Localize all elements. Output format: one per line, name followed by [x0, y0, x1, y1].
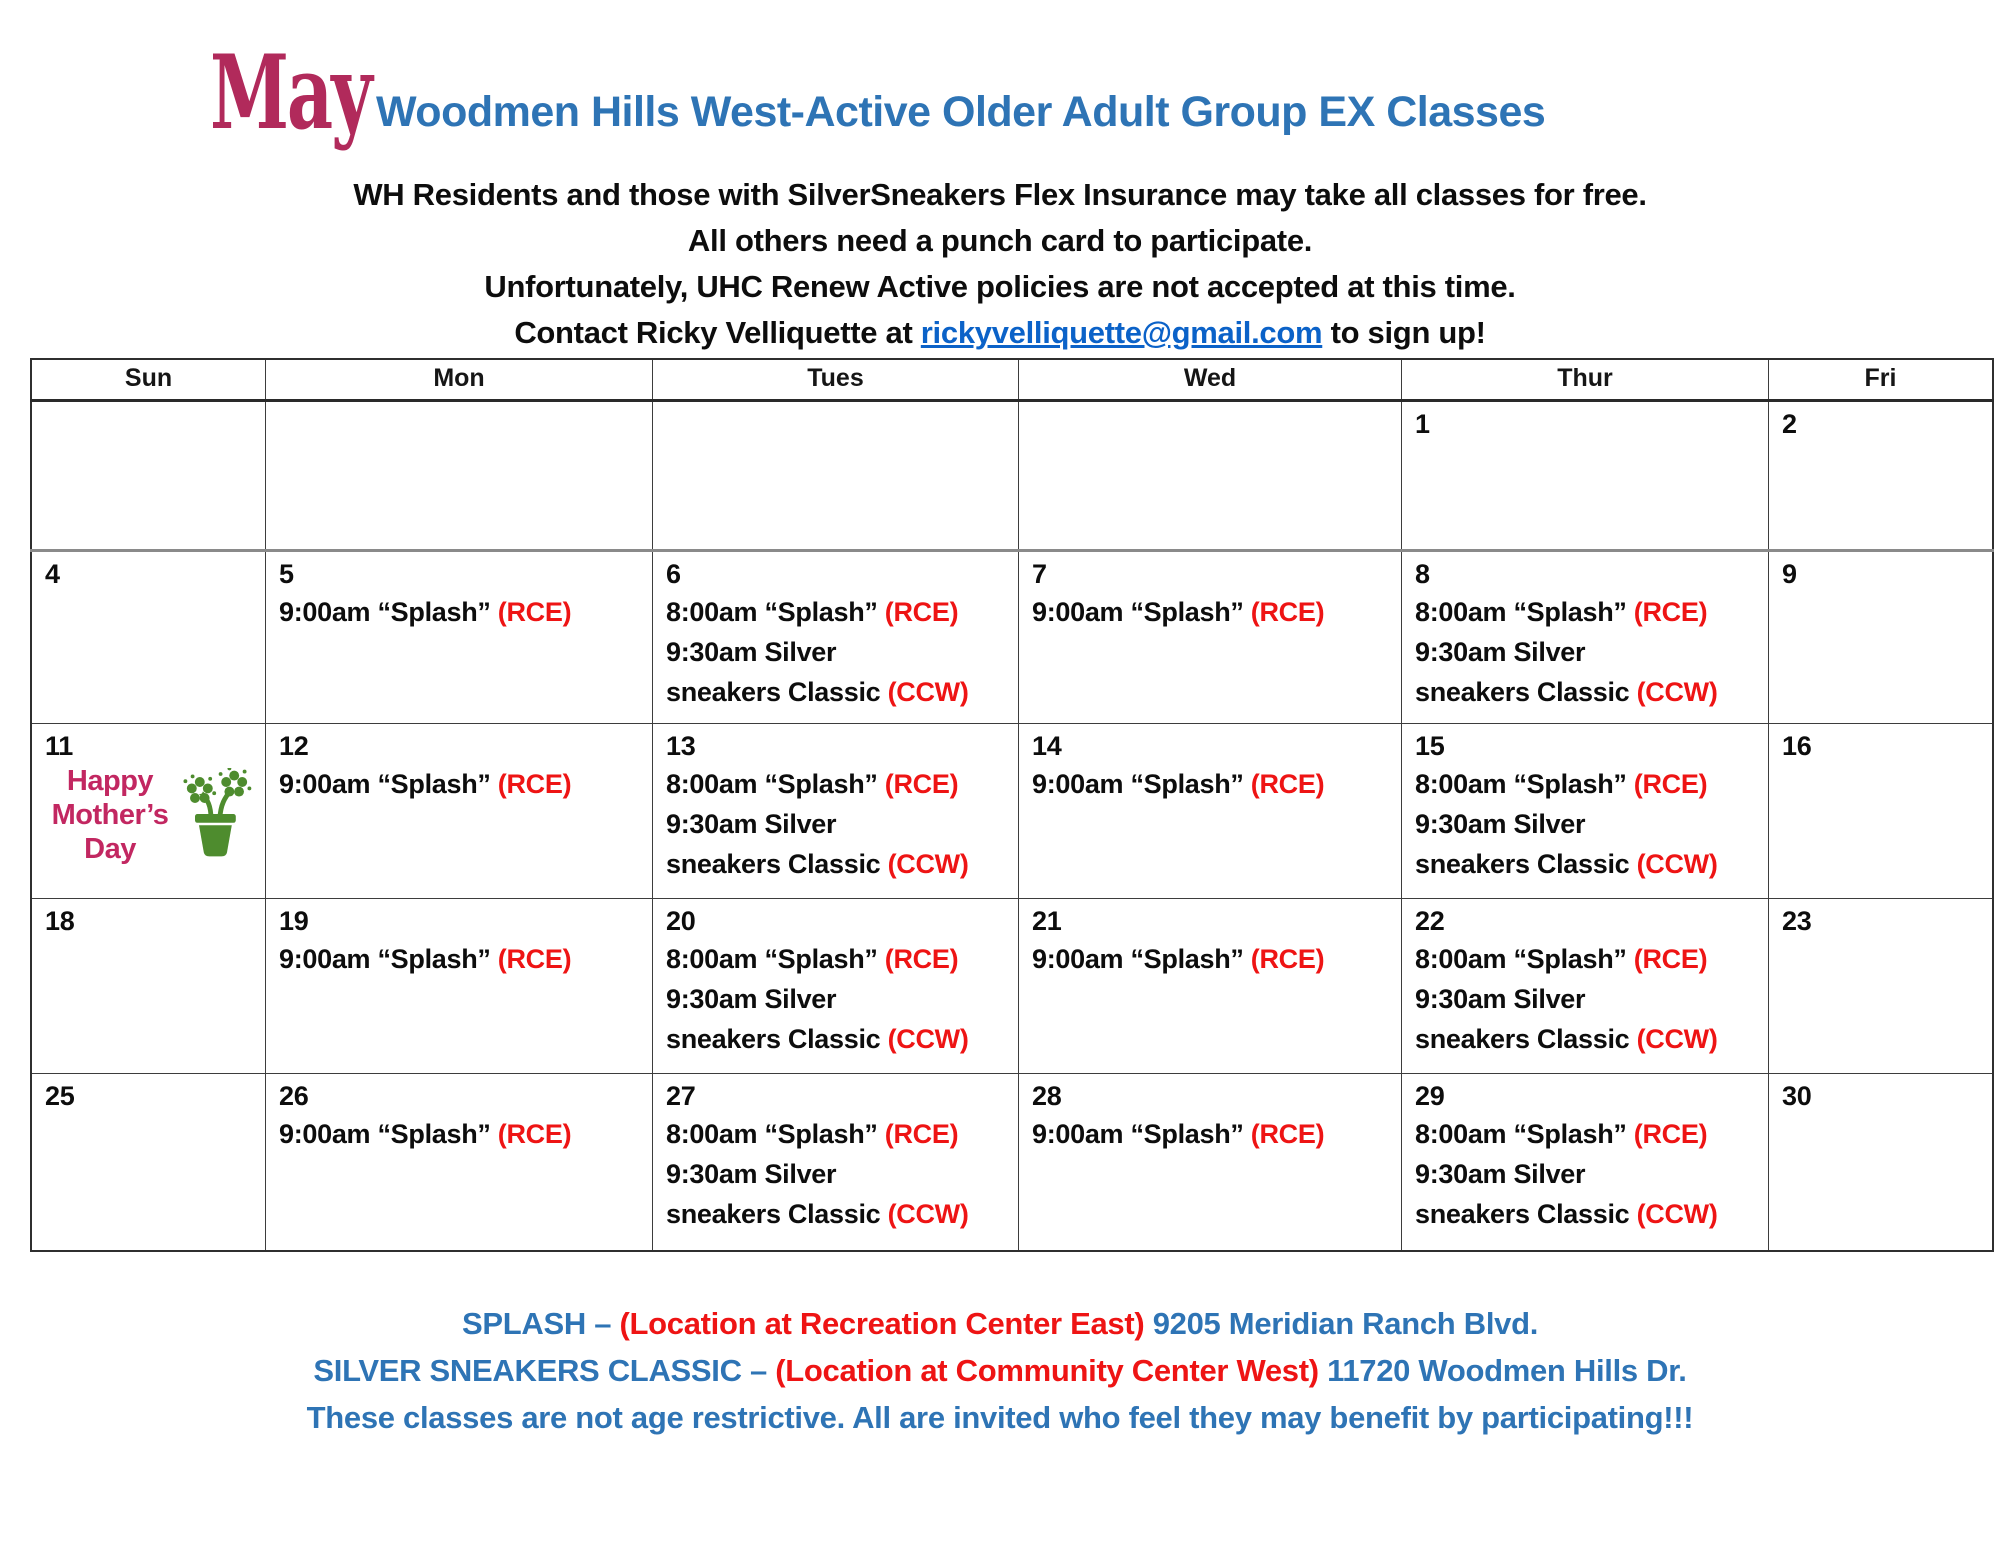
- event-location-code: (RCE): [1633, 597, 1708, 627]
- day-cell-21: [1019, 899, 1402, 1074]
- event-line: [1032, 592, 1391, 632]
- day-header-wed: Wed: [1019, 359, 1402, 401]
- event-line: [666, 632, 1008, 672]
- event-location-code: (CCW): [887, 677, 969, 707]
- event-line: [666, 1154, 1008, 1194]
- event-text: 9:00am “Splash”: [279, 944, 498, 974]
- day-number: 14: [1032, 731, 1062, 761]
- event-line: [666, 672, 1008, 712]
- day-number: 27: [666, 1081, 696, 1111]
- event-text: 8:00am “Splash”: [666, 1119, 885, 1149]
- day-cell-6: [653, 551, 1019, 724]
- event-line: [1415, 939, 1758, 979]
- day-number: 9: [1782, 559, 1797, 589]
- day-number: 11: [45, 731, 73, 761]
- day-cell-11: [31, 724, 266, 899]
- day-cell-26: [266, 1074, 653, 1251]
- day-cell-1: [1402, 401, 1769, 551]
- day-cell-12: [266, 724, 653, 899]
- event-line: [1415, 1114, 1758, 1154]
- calendar-body: [31, 401, 1993, 1251]
- event-text: sneakers Classic: [666, 849, 888, 879]
- flower-pot-icon: [175, 768, 255, 860]
- day-number: 29: [1415, 1081, 1445, 1111]
- day-number: 28: [1032, 1081, 1062, 1111]
- day-cell-28: [1019, 1074, 1402, 1251]
- event-line: [666, 1194, 1008, 1234]
- mothers-day-line-3: Day: [84, 833, 136, 865]
- event-text: 8:00am “Splash”: [1415, 769, 1634, 799]
- event-location-code: (RCE): [1633, 1119, 1708, 1149]
- footer-segment: 9205 Meridian Ranch Blvd.: [1144, 1306, 1539, 1341]
- event-line: [666, 592, 1008, 632]
- day-number: 5: [279, 559, 294, 589]
- event-location-code: (CCW): [887, 1199, 969, 1229]
- footer-line: [0, 1394, 2000, 1441]
- event-text: sneakers Classic: [1415, 1024, 1637, 1054]
- day-number: 4: [45, 559, 60, 589]
- day-number: 19: [279, 906, 309, 936]
- contact-line: [0, 310, 2000, 356]
- event-location-code: (RCE): [1250, 597, 1325, 627]
- day-cell-27: [653, 1074, 1019, 1251]
- event-text: sneakers Classic: [1415, 1199, 1637, 1229]
- event-line: [1415, 1154, 1758, 1194]
- day-cell-20: [653, 899, 1019, 1074]
- event-location-code: (RCE): [884, 769, 959, 799]
- event-line: [1032, 1114, 1391, 1154]
- event-text: 9:30am Silver: [666, 637, 837, 667]
- day-cell-5: [266, 551, 653, 724]
- event-location-code: (RCE): [497, 944, 572, 974]
- subtitle-line-1: WH Residents and those with SilverSneakers Flex Insurance may take all classes for free.: [353, 177, 1647, 212]
- day-number: 2: [1782, 409, 1797, 439]
- day-number: 15: [1415, 731, 1445, 761]
- day-number: 23: [1782, 906, 1812, 936]
- event-line: [1415, 979, 1758, 1019]
- event-text: 8:00am “Splash”: [666, 769, 885, 799]
- day-number: 20: [666, 906, 696, 936]
- day-number: 30: [1782, 1081, 1812, 1111]
- event-line: [666, 939, 1008, 979]
- footer-segment: (Location at Community Center West): [775, 1353, 1319, 1388]
- event-text: 9:00am “Splash”: [1032, 597, 1251, 627]
- calendar-day-header-row: [31, 359, 1993, 401]
- day-cell-8: [1402, 551, 1769, 724]
- event-text: sneakers Classic: [666, 1199, 888, 1229]
- day-cell-16: [1769, 724, 1994, 899]
- footer-segment: These classes are not age restrictive. All are invited who feel they may benefit by participating!!!: [306, 1400, 1694, 1435]
- footer-line: [0, 1347, 2000, 1394]
- day-cell-19: [266, 899, 653, 1074]
- event-location-code: (CCW): [1636, 1199, 1718, 1229]
- event-line: [279, 764, 642, 804]
- subtitle-line-2: All others need a punch card to participate.: [687, 223, 1313, 258]
- event-text: sneakers Classic: [1415, 849, 1637, 879]
- day-number: 21: [1032, 906, 1062, 936]
- event-line: [1415, 1019, 1758, 1059]
- event-text: 8:00am “Splash”: [1415, 597, 1634, 627]
- event-text: 9:00am “Splash”: [279, 1119, 498, 1149]
- day-cell-7: [1019, 551, 1402, 724]
- mothers-day-text: [45, 764, 175, 866]
- event-line: [666, 844, 1008, 884]
- event-line: [1415, 672, 1758, 712]
- event-text: 8:00am “Splash”: [666, 944, 885, 974]
- subtitle-block: [0, 172, 2000, 356]
- event-location-code: (RCE): [1633, 944, 1708, 974]
- footer-segment: SPLASH –: [461, 1306, 620, 1341]
- event-line: [666, 1114, 1008, 1154]
- day-header-tues: Tues: [653, 359, 1019, 401]
- event-line: [666, 1019, 1008, 1059]
- day-cell-2: [1769, 401, 1994, 551]
- event-location-code: (CCW): [887, 849, 969, 879]
- day-cell-empty: [1019, 401, 1402, 551]
- day-cell-empty: [266, 401, 653, 551]
- calendar-week-row: [31, 1074, 1993, 1251]
- day-number: 25: [45, 1081, 75, 1111]
- event-line: [1415, 632, 1758, 672]
- event-line: [1415, 1194, 1758, 1234]
- event-text: 9:30am Silver: [1415, 1159, 1586, 1189]
- day-cell-29: [1402, 1074, 1769, 1251]
- day-header-mon: Mon: [266, 359, 653, 401]
- contact-suffix: to sign up!: [1322, 315, 1486, 350]
- event-line: [279, 592, 642, 632]
- month-title: May: [210, 33, 371, 153]
- event-text: sneakers Classic: [666, 1024, 888, 1054]
- day-number: 1: [1415, 409, 1430, 439]
- event-line: [666, 804, 1008, 844]
- event-text: 8:00am “Splash”: [1415, 1119, 1634, 1149]
- event-text: 9:00am “Splash”: [279, 769, 498, 799]
- event-text: 9:00am “Splash”: [1032, 1119, 1251, 1149]
- event-line: [666, 979, 1008, 1019]
- subtitle-line-3: Unfortunately, UHC Renew Active policies are not accepted at this time.: [484, 269, 1516, 304]
- event-line: [1415, 764, 1758, 804]
- footer-segment: SILVER SNEAKERS CLASSIC –: [313, 1353, 776, 1388]
- event-text: 9:30am Silver: [1415, 809, 1586, 839]
- calendar-week-row: [31, 899, 1993, 1074]
- day-header-sun: Sun: [31, 359, 266, 401]
- event-text: sneakers Classic: [666, 677, 888, 707]
- event-text: 9:30am Silver: [1415, 637, 1586, 667]
- day-number: 6: [666, 559, 681, 589]
- event-location-code: (RCE): [884, 1119, 959, 1149]
- day-number: 16: [1782, 731, 1812, 761]
- calendar-week-row: [31, 551, 1993, 724]
- day-cell-4: [31, 551, 266, 724]
- day-number: 18: [45, 906, 75, 936]
- day-cell-13: [653, 724, 1019, 899]
- event-location-code: (RCE): [497, 1119, 572, 1149]
- event-line: [1032, 764, 1391, 804]
- day-cell-15: [1402, 724, 1769, 899]
- page-title: Woodmen Hills West-Active Older Adult Group EX Classes: [376, 88, 1546, 136]
- day-number: 8: [1415, 559, 1430, 589]
- event-line: [1032, 939, 1391, 979]
- day-cell-18: [31, 899, 266, 1074]
- footer-line: [0, 1300, 2000, 1347]
- calendar-table: [30, 358, 1994, 1252]
- event-text: 8:00am “Splash”: [1415, 944, 1634, 974]
- day-number: 12: [279, 731, 309, 761]
- day-number: 22: [1415, 906, 1445, 936]
- event-text: 9:00am “Splash”: [1032, 769, 1251, 799]
- event-line: [279, 939, 642, 979]
- mothers-day-line-1: Happy: [66, 765, 154, 797]
- day-cell-9: [1769, 551, 1994, 724]
- day-header-thur: Thur: [1402, 359, 1769, 401]
- event-location-code: (RCE): [1250, 1119, 1325, 1149]
- event-line: [1415, 804, 1758, 844]
- mothers-day-block: [45, 764, 255, 866]
- event-location-code: (RCE): [1250, 944, 1325, 974]
- event-line: [1415, 592, 1758, 632]
- day-header-fri: Fri: [1769, 359, 1994, 401]
- event-text: 9:30am Silver: [666, 809, 837, 839]
- event-location-code: (RCE): [497, 597, 572, 627]
- footer: [0, 1300, 2000, 1441]
- event-line: [666, 764, 1008, 804]
- day-cell-14: [1019, 724, 1402, 899]
- day-number: 13: [666, 731, 696, 761]
- day-cell-30: [1769, 1074, 1994, 1251]
- day-cell-23: [1769, 899, 1994, 1074]
- event-location-code: (RCE): [497, 769, 572, 799]
- event-text: 9:30am Silver: [1415, 984, 1586, 1014]
- event-line: [1415, 844, 1758, 884]
- event-location-code: (RCE): [1633, 769, 1708, 799]
- event-location-code: (CCW): [1636, 1024, 1718, 1054]
- event-text: sneakers Classic: [1415, 677, 1637, 707]
- calendar-week-row: [31, 401, 1993, 551]
- event-location-code: (RCE): [1250, 769, 1325, 799]
- event-text: 9:30am Silver: [666, 1159, 837, 1189]
- calendar-week-row: [31, 724, 1993, 899]
- contact-email-link[interactable]: rickyvelliquette@gmail.com: [920, 315, 1323, 350]
- event-text: 9:00am “Splash”: [1032, 944, 1251, 974]
- event-location-code: (CCW): [1636, 849, 1718, 879]
- event-line: [279, 1114, 642, 1154]
- footer-segment: 11720 Woodmen Hills Dr.: [1318, 1353, 1687, 1388]
- day-number: 7: [1032, 559, 1047, 589]
- contact-prefix: Contact Ricky Velliquette at: [514, 315, 921, 350]
- day-cell-empty: [653, 401, 1019, 551]
- event-location-code: (CCW): [1636, 677, 1718, 707]
- event-location-code: (CCW): [887, 1024, 969, 1054]
- event-location-code: (RCE): [884, 597, 959, 627]
- event-text: 8:00am “Splash”: [666, 597, 885, 627]
- footer-segment: (Location at Recreation Center East): [619, 1306, 1145, 1341]
- mothers-day-line-2: Mother’s: [51, 799, 169, 831]
- day-cell-empty: [31, 401, 266, 551]
- day-number: 26: [279, 1081, 309, 1111]
- event-text: 9:30am Silver: [666, 984, 837, 1014]
- event-location-code: (RCE): [884, 944, 959, 974]
- day-cell-22: [1402, 899, 1769, 1074]
- day-cell-25: [31, 1074, 266, 1251]
- event-text: 9:00am “Splash”: [279, 597, 498, 627]
